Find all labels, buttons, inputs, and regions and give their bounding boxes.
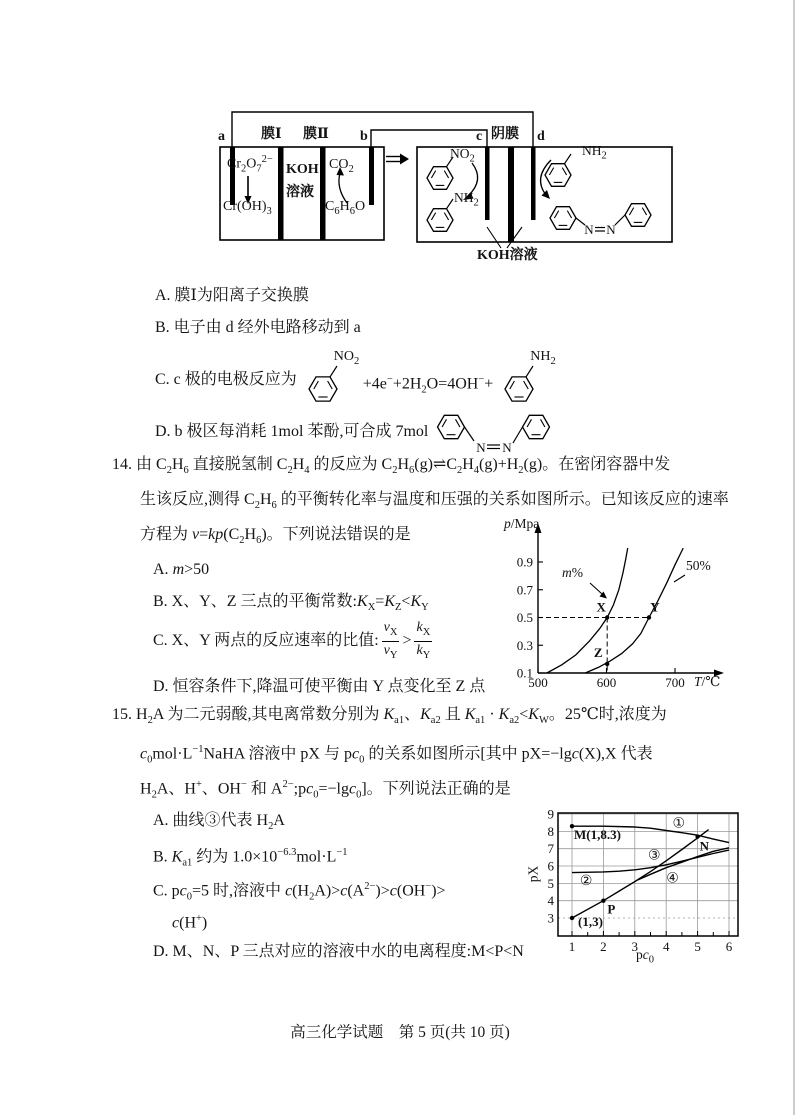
m-label-arrow-line — [590, 583, 602, 594]
q13-option-c-prefix: C. c 极的电极反应为 — [155, 371, 297, 388]
curve-number-label: ③ — [647, 847, 661, 864]
q14-line1: 14. 由 $C_2H_6$ 直接脱氢制 $C_2H_4$ 的反应为 $C_2H_6(g)\rightleftharpoons C_2H_4(g)+H_2(g)$。在密闭容器中发 — [112, 456, 671, 477]
q14-fraction-1 — [382, 620, 400, 663]
benzene-inner-bond — [444, 213, 448, 220]
azo-n2: N — [606, 222, 616, 237]
q13-option-d-text: D. b 极区每消耗 1mol 苯酚,可合成 7mol — [155, 423, 429, 440]
curve-m% — [547, 548, 628, 673]
bond — [465, 427, 475, 441]
bond — [526, 366, 533, 377]
point-origin — [570, 916, 574, 920]
aniline-molecule — [499, 343, 555, 413]
electrode-d-label: d — [537, 129, 545, 144]
x-tick-label: 4 — [662, 939, 670, 954]
benzene-inner-bond — [524, 381, 529, 389]
q14-option-a: A. m>50 — [153, 561, 210, 578]
q14-frac1-den: $v_Y$ — [383, 642, 398, 661]
y-tick-label: 4 — [547, 893, 554, 909]
q14-fraction-2 — [414, 620, 432, 663]
q14-line2: 生该反应,测得 $C_2H_6$ 的平衡转化率与温度和压强的关系如图所示。已知该反应的速率 — [140, 491, 729, 512]
benzene-inner-bond — [549, 168, 553, 175]
benzene-inner-bond — [314, 381, 319, 389]
x-tick-label: 700 — [665, 675, 685, 690]
point-P — [601, 898, 605, 902]
q15-option-c: C. $pc_0=5$ 时,溶液中 $c(H_2A)>c(A^{2-})>c(OH^-)>$ — [153, 881, 446, 903]
benzene-inner-bond — [554, 211, 558, 218]
electrode-c-label: c — [476, 129, 483, 144]
curve-③ — [572, 830, 709, 918]
q15-ylabel: pX — [525, 865, 541, 883]
x-tick-label: 2 — [600, 939, 607, 954]
benzene-inner-bond — [442, 419, 446, 427]
x-tick-label: 6 — [725, 939, 733, 954]
y-tick-label: 0.5 — [516, 610, 533, 625]
y-tick-label: 5 — [547, 875, 554, 891]
cr2o7-label: $Cr_2O_7^{2-}$ — [227, 154, 273, 175]
curve-number-label: ④ — [666, 870, 679, 887]
point-label-P: P — [607, 901, 616, 917]
nitrobenzene-molecule — [303, 343, 359, 413]
membrane-1-label: 膜Ⅰ — [261, 127, 282, 142]
y-tick-label: 7 — [547, 841, 554, 857]
point-label-N: N — [699, 838, 709, 854]
q13-c-no2-label: $NO_2$ — [333, 349, 360, 367]
benzene-inner-bond — [444, 171, 448, 178]
benzene-inner-bond — [431, 171, 435, 178]
benzene-inner-bond — [527, 419, 531, 427]
q14-gt-sign: > — [402, 632, 412, 649]
q15-option-c-line2: c(H+) — [172, 913, 208, 932]
x-tick-label: 3 — [631, 939, 639, 954]
cathode-membrane-bar — [508, 147, 514, 242]
benzene-inner-bond — [510, 381, 515, 389]
koh-solution-label: KOH溶液 — [477, 248, 538, 263]
q14-xlabel: T/℃ — [694, 674, 721, 689]
x-tick-label: 600 — [596, 675, 617, 690]
bond — [330, 366, 337, 377]
q13-option-a: A. 膜Ⅰ为阳离子交换膜 — [155, 287, 309, 304]
q15-line1: 15. $H_2A$ 为二元弱酸,其电离常数分别为 $K_{a1}$、$K_{a2}$ 且 $K_{a1} \cdot K_{a2}<K_W$。25℃时,浓度为 — [112, 706, 667, 727]
q15-line2: $c_0mol\cdot L^{-1}NaHA$ 溶液中 pX 与 $pc_0$ 的关系如图所示[其中 pX=−lgc(X),X 代表 — [140, 744, 653, 766]
c6h6o-label: $C_6H_6O$ — [325, 199, 366, 217]
benzene-inner-bond — [567, 211, 571, 218]
q13-option-d — [155, 406, 558, 462]
q14-ylabel: p/Mpa — [504, 516, 540, 531]
q14-frac2-num: $k_X$ — [414, 620, 432, 642]
point-label-M: M(1,8.3) — [574, 827, 621, 843]
koh-pointer-left — [487, 227, 501, 248]
q13-option-c-equation: $+4e^-+2H_2O=4OH^-+$ — [362, 374, 494, 396]
no2-label: $NO_2$ — [450, 146, 475, 165]
benzene-inner-bond — [541, 419, 545, 427]
q13-option-b: B. 电子由 d 经外电路移动到 a — [155, 319, 361, 336]
point-label-Z: Z — [593, 644, 603, 660]
point-label-X: X — [596, 599, 606, 615]
y-tick-label: 0.1 — [516, 665, 533, 681]
q15-line3: $H_2A$、H+、OH− 和 $A^{2-};pc_0=-\lg c_0$]。下列说法正确的是 — [140, 779, 511, 801]
fifty-label-leader — [674, 575, 685, 582]
y-tick-label: 6 — [547, 858, 554, 874]
bond-nh2-right — [565, 154, 572, 164]
koh-label-1: KOH — [286, 162, 319, 177]
benzene-inner-bond — [327, 381, 332, 389]
benzene-inner-bond — [562, 168, 566, 175]
curve-number-label: ② — [579, 872, 593, 889]
q15-xlabel: $pc_0$ — [636, 947, 654, 966]
point-Z — [605, 662, 609, 666]
q14-frac1-num: $v_X$ — [382, 620, 400, 642]
azobenzene-svg — [434, 406, 558, 462]
q15-option-a: A. 曲线③代表 $H_2A$ — [153, 812, 285, 833]
point-Y — [647, 615, 651, 619]
croh3-label: $Cr(OH)_3$ — [223, 199, 272, 217]
q15-option-b: B. $K_{a1}$ 约为 $1.0\times 10^{-6.3}mol\cdot L^{-1}$ — [153, 847, 348, 869]
bond-nh2-left — [447, 199, 454, 209]
electrode-a-label: a — [218, 129, 225, 144]
membrane-2-label: 膜Ⅱ — [303, 127, 329, 142]
azo-n1: N — [476, 440, 487, 455]
benzene-inner-bond — [629, 208, 633, 215]
membrane-1-bar — [278, 147, 284, 240]
q14-option-b: B. X、Y、Z 三点的平衡常数$:K_X=K_Z<K_Y$ — [153, 593, 429, 614]
point-label-origin: (1,3) — [578, 914, 603, 929]
y-tick-label: 9 — [547, 806, 554, 822]
benzene-inner-bond — [431, 213, 435, 220]
q13-c-nh2-label: $NH_2$ — [530, 349, 556, 367]
y-tick-label: 0.3 — [516, 637, 533, 653]
q15-option-d: D. M、N、P 三点对应的溶液中水的电离程度:M<P<N — [153, 943, 524, 960]
x-tick-label: 500 — [528, 675, 548, 690]
cathode-membrane-label: 阴膜 — [491, 127, 519, 142]
inner-wire — [371, 130, 487, 147]
y-tick-label: 0.9 — [516, 554, 533, 570]
azo-n2: N — [502, 440, 513, 455]
x-tick-label: 5 — [694, 939, 701, 954]
y-tick-label: 3 — [547, 910, 554, 926]
scan-edge-line — [793, 0, 795, 1115]
y-tick-label: 8 — [547, 823, 554, 839]
bond — [513, 427, 523, 443]
q14-frac2-den: $k_Y$ — [416, 642, 431, 661]
nh2-left-label: $NH_2$ — [454, 190, 479, 209]
y-tick-label: 0.7 — [516, 582, 533, 598]
q14-option-c-prefix: C. X、Y 两点的反应速率的比值: — [153, 632, 379, 649]
q14-option-d: D. 恒容条件下,降温可使平衡由 Y 点变化至 Z 点 — [153, 678, 486, 695]
electrode-b — [369, 147, 374, 205]
electrode-b-label: b — [360, 129, 368, 144]
q14-line3: 方程为 $v=kp(C_2H_6)$。下列说法错误的是 — [140, 526, 411, 547]
membrane-2-bar — [320, 147, 326, 240]
koh-label-2: 溶液 — [286, 185, 314, 200]
point-X — [605, 615, 609, 619]
co2-label: $CO_2$ — [329, 157, 354, 175]
azobenzene-molecule — [434, 406, 558, 462]
azo-bond-right — [615, 215, 625, 225]
curve-number-label: ① — [672, 815, 686, 832]
benzene-inner-bond — [456, 419, 460, 427]
q14-option-c — [153, 618, 435, 664]
outflow-arrowhead — [400, 154, 409, 165]
electrode-c — [485, 147, 490, 220]
azo-n1: N — [584, 222, 594, 237]
q13-option-c — [155, 343, 555, 413]
electrode-d — [531, 147, 536, 220]
benzene-inner-bond — [642, 208, 646, 215]
nh2-right-label: $NH_2$ — [582, 143, 607, 162]
point-label-Y: Y — [650, 599, 660, 615]
x-tick-label: 1 — [568, 939, 576, 954]
page-footer: 高三化学试题 第 5 页(共 10 页) — [290, 1024, 510, 1041]
d-reaction-arrowhead — [542, 190, 551, 199]
q14-curve-label-m: m% — [562, 565, 583, 580]
q14-curve-label-50: 50% — [686, 558, 711, 573]
